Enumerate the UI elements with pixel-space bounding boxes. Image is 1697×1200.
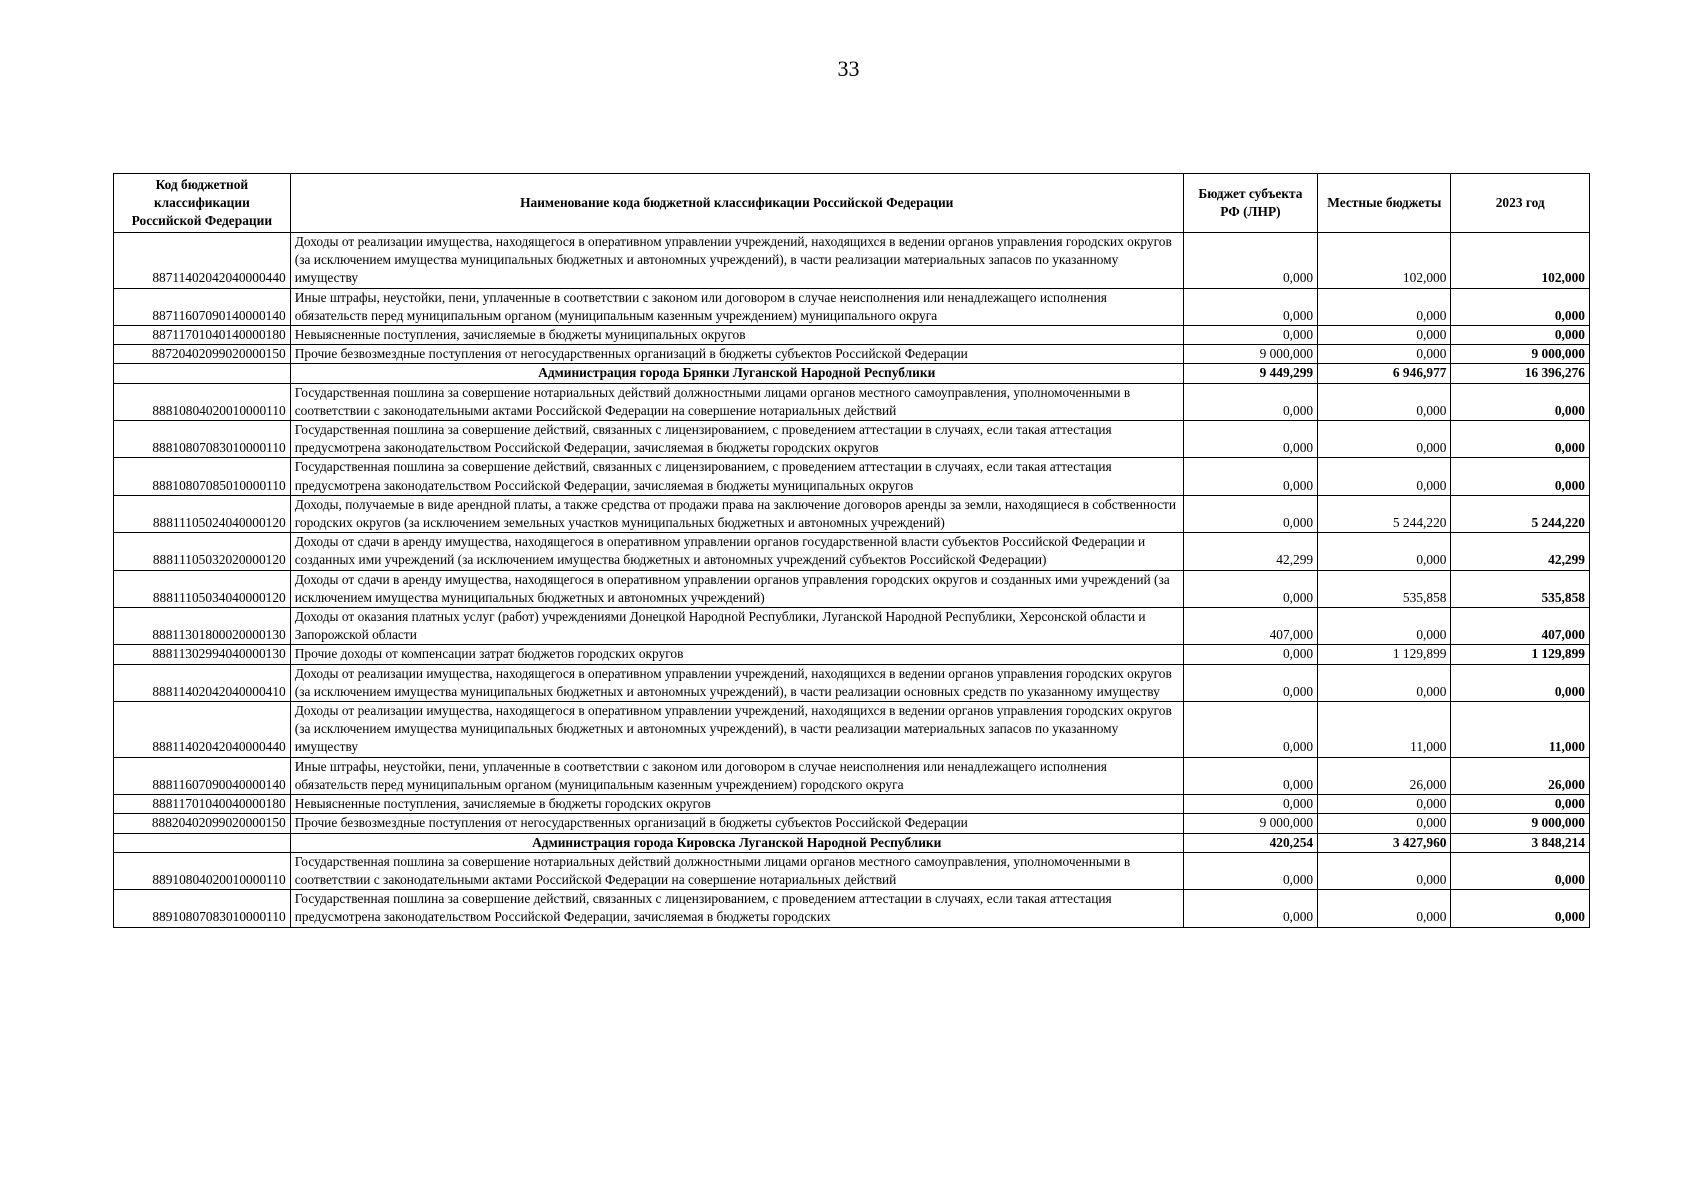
budget-classification-table	[113, 173, 1590, 928]
local-budgets-cell: 0,000	[1318, 288, 1451, 325]
table-row	[114, 326, 1590, 345]
budget-code-cell: 88910804020010000110	[114, 852, 291, 889]
budget-code-cell: 88811105024040000120	[114, 495, 291, 532]
local-budgets-cell: 0,000	[1318, 814, 1451, 833]
budget-code-cell: 88811105034040000120	[114, 570, 291, 607]
table-row	[114, 645, 1590, 664]
regional-budget-cell: 0,000	[1183, 702, 1317, 758]
table-row	[114, 852, 1590, 889]
regional-budget-cell: 9 000,000	[1183, 814, 1317, 833]
local-budgets-cell: 0,000	[1318, 608, 1451, 645]
header-name: Наименование кода бюджетной классификации Российской Федерации	[290, 174, 1183, 233]
description-cell: Доходы от сдачи в аренду имущества, находящегося в оперативном управлении органов государственной власти субъектов Российской Федерации и созданных ими учреждений (за исключением имущества бюджетных и автономных учреждений субъектов Российской Федерации)	[290, 533, 1183, 570]
total-2023-cell: 0,000	[1451, 383, 1590, 420]
description-cell: Доходы от реализации имущества, находящегося в оперативном управлении учреждений, находящихся в ведении органов управления городских округов (за исключением имущества муниципальных бюджетных и автономных учреждений), в части реализации материальных запасов по указанному имуществу	[290, 702, 1183, 758]
total-2023-cell: 535,858	[1451, 570, 1590, 607]
budget-code-cell: 88711607090140000140	[114, 288, 291, 325]
section-row	[114, 833, 1590, 852]
table-row	[114, 664, 1590, 701]
description-cell: Доходы от реализации имущества, находящегося в оперативном управлении учреждений, находящихся в ведении органов управления городских округов (за исключением имущества муниципальных бюджетных и автономных учреждений), в части реализации основных средств по указанному имуществу	[290, 664, 1183, 701]
table-row	[114, 702, 1590, 758]
total-2023-cell: 3 848,214	[1451, 833, 1590, 852]
budget-code-cell: 88811607090040000140	[114, 757, 291, 794]
local-budgets-cell: 0,000	[1318, 533, 1451, 570]
local-budgets-cell: 102,000	[1318, 233, 1451, 289]
description-cell: Доходы от оказания платных услуг (работ) учреждениями Донецкой Народной Республики, Луганской Народной Республики, Херсонской области и Запорожской области	[290, 608, 1183, 645]
table-row	[114, 458, 1590, 495]
regional-budget-cell: 9 000,000	[1183, 345, 1317, 364]
total-2023-cell: 11,000	[1451, 702, 1590, 758]
total-2023-cell: 9 000,000	[1451, 814, 1590, 833]
total-2023-cell: 26,000	[1451, 757, 1590, 794]
table-row	[114, 890, 1590, 927]
total-2023-cell: 0,000	[1451, 458, 1590, 495]
description-cell: Прочие доходы от компенсации затрат бюджетов городских округов	[290, 645, 1183, 664]
table-row	[114, 795, 1590, 814]
description-cell: Доходы от реализации имущества, находящегося в оперативном управлении учреждений, находящихся в ведении органов управления городских округов (за исключением имущества муниципальных бюджетных и автономных учреждений), в части реализации материальных запасов по указанному имуществу	[290, 233, 1183, 289]
description-cell: Администрация города Кировска Луганской Народной Республики	[290, 833, 1183, 852]
total-2023-cell: 0,000	[1451, 326, 1590, 345]
regional-budget-cell: 0,000	[1183, 458, 1317, 495]
budget-code-cell	[114, 833, 291, 852]
local-budgets-cell: 26,000	[1318, 757, 1451, 794]
budget-code-cell	[114, 364, 291, 383]
table-row	[114, 288, 1590, 325]
local-budgets-cell: 0,000	[1318, 383, 1451, 420]
description-cell: Невыясненные поступления, зачисляемые в бюджеты городских округов	[290, 795, 1183, 814]
regional-budget-cell: 0,000	[1183, 757, 1317, 794]
local-budgets-cell: 0,000	[1318, 458, 1451, 495]
budget-code-cell: 88810807083010000110	[114, 421, 291, 458]
total-2023-cell: 102,000	[1451, 233, 1590, 289]
total-2023-cell: 9 000,000	[1451, 345, 1590, 364]
budget-code-cell: 88810807085010000110	[114, 458, 291, 495]
table-row	[114, 233, 1590, 289]
total-2023-cell: 1 129,899	[1451, 645, 1590, 664]
local-budgets-cell: 5 244,220	[1318, 495, 1451, 532]
regional-budget-cell: 420,254	[1183, 833, 1317, 852]
table-body	[114, 233, 1590, 928]
total-2023-cell: 42,299	[1451, 533, 1590, 570]
table-row	[114, 570, 1590, 607]
budget-code-cell: 88720402099020000150	[114, 345, 291, 364]
section-row	[114, 364, 1590, 383]
description-cell: Государственная пошлина за совершение действий, связанных с лицензированием, с проведением аттестации в случаях, если такая аттестация предусмотрена законодательством Российской Федерации, зачисляемая в бюджеты городских округов	[290, 421, 1183, 458]
table-row	[114, 383, 1590, 420]
description-cell: Иные штрафы, неустойки, пени, уплаченные в соответствии с законом или договором в случае неисполнения или ненадлежащего исполнения обязательств перед муниципальным органом (муниципальным казенным учреждением) муниципального округа	[290, 288, 1183, 325]
local-budgets-cell: 0,000	[1318, 852, 1451, 889]
header-regional-budget: Бюджет субъекта РФ (ЛНР)	[1183, 174, 1317, 233]
local-budgets-cell: 6 946,977	[1318, 364, 1451, 383]
regional-budget-cell: 0,000	[1183, 233, 1317, 289]
total-2023-cell: 0,000	[1451, 664, 1590, 701]
budget-code-cell: 88811402042040000440	[114, 702, 291, 758]
header-code: Код бюджетной классификации Российской Федерации	[114, 174, 291, 233]
regional-budget-cell: 0,000	[1183, 383, 1317, 420]
table-row	[114, 345, 1590, 364]
budget-code-cell: 88820402099020000150	[114, 814, 291, 833]
total-2023-cell: 0,000	[1451, 890, 1590, 927]
local-budgets-cell: 1 129,899	[1318, 645, 1451, 664]
budget-code-cell: 88810804020010000110	[114, 383, 291, 420]
description-cell: Прочие безвозмездные поступления от негосударственных организаций в бюджеты субъектов Российской Федерации	[290, 345, 1183, 364]
local-budgets-cell: 0,000	[1318, 421, 1451, 458]
budget-code-cell: 88711701040140000180	[114, 326, 291, 345]
table-row	[114, 495, 1590, 532]
description-cell: Администрация города Брянки Луганской Народной Республики	[290, 364, 1183, 383]
regional-budget-cell: 0,000	[1183, 852, 1317, 889]
regional-budget-cell: 0,000	[1183, 890, 1317, 927]
budget-code-cell: 88811105032020000120	[114, 533, 291, 570]
local-budgets-cell: 0,000	[1318, 345, 1451, 364]
table-row	[114, 757, 1590, 794]
local-budgets-cell: 0,000	[1318, 326, 1451, 345]
total-2023-cell: 407,000	[1451, 608, 1590, 645]
regional-budget-cell: 407,000	[1183, 608, 1317, 645]
description-cell: Государственная пошлина за совершение действий, связанных с лицензированием, с проведением аттестации в случаях, если такая аттестация предусмотрена законодательством Российской Федерации, зачисляемая в бюджеты муниципальных округов	[290, 458, 1183, 495]
regional-budget-cell: 0,000	[1183, 288, 1317, 325]
table-row	[114, 814, 1590, 833]
table-row	[114, 533, 1590, 570]
description-cell: Государственная пошлина за совершение нотариальных действий должностными лицами органов местного самоуправления, уполномоченными в соответствии с законодательными актами Российской Федерации на совершение нотариальных действий	[290, 383, 1183, 420]
budget-code-cell: 88811302994040000130	[114, 645, 291, 664]
table-header-row	[114, 174, 1590, 233]
budget-code-cell: 88910807083010000110	[114, 890, 291, 927]
header-local-budgets: Местные бюджеты	[1318, 174, 1451, 233]
total-2023-cell: 0,000	[1451, 795, 1590, 814]
regional-budget-cell: 9 449,299	[1183, 364, 1317, 383]
total-2023-cell: 5 244,220	[1451, 495, 1590, 532]
local-budgets-cell: 0,000	[1318, 795, 1451, 814]
local-budgets-cell: 535,858	[1318, 570, 1451, 607]
budget-code-cell: 88811701040040000180	[114, 795, 291, 814]
local-budgets-cell: 3 427,960	[1318, 833, 1451, 852]
header-year-2023: 2023 год	[1451, 174, 1590, 233]
table-row	[114, 608, 1590, 645]
budget-code-cell: 88811402042040000410	[114, 664, 291, 701]
regional-budget-cell: 0,000	[1183, 645, 1317, 664]
budget-code-cell: 88711402042040000440	[114, 233, 291, 289]
total-2023-cell: 0,000	[1451, 852, 1590, 889]
description-cell: Доходы от сдачи в аренду имущества, находящегося в оперативном управлении органов управления городских округов и созданных ими учреждений (за исключением имущества муниципальных бюджетных и автономных учреждений)	[290, 570, 1183, 607]
total-2023-cell: 0,000	[1451, 421, 1590, 458]
budget-code-cell: 88811301800020000130	[114, 608, 291, 645]
total-2023-cell: 16 396,276	[1451, 364, 1590, 383]
regional-budget-cell: 0,000	[1183, 495, 1317, 532]
regional-budget-cell: 0,000	[1183, 570, 1317, 607]
regional-budget-cell: 0,000	[1183, 326, 1317, 345]
local-budgets-cell: 11,000	[1318, 702, 1451, 758]
local-budgets-cell: 0,000	[1318, 664, 1451, 701]
page-number: 33	[837, 56, 860, 81]
description-cell: Прочие безвозмездные поступления от негосударственных организаций в бюджеты субъектов Российской Федерации	[290, 814, 1183, 833]
regional-budget-cell: 42,299	[1183, 533, 1317, 570]
description-cell: Государственная пошлина за совершение нотариальных действий должностными лицами органов местного самоуправления, уполномоченными в соответствии с законодательными актами Российской Федерации на совершение нотариальных действий	[290, 852, 1183, 889]
regional-budget-cell: 0,000	[1183, 421, 1317, 458]
total-2023-cell: 0,000	[1451, 288, 1590, 325]
description-cell: Невыясненные поступления, зачисляемые в бюджеты муниципальных округов	[290, 326, 1183, 345]
regional-budget-cell: 0,000	[1183, 795, 1317, 814]
description-cell: Иные штрафы, неустойки, пени, уплаченные в соответствии с законом или договором в случае неисполнения или ненадлежащего исполнения обязательств перед муниципальным органом (муниципальным казенным учреждением) городского округа	[290, 757, 1183, 794]
description-cell: Доходы, получаемые в виде арендной платы, а также средства от продажи права на заключение договоров аренды за земли, находящиеся в собственности городских округов (за исключением земельных участков муниципальных бюджетных и автономных учреждений)	[290, 495, 1183, 532]
local-budgets-cell: 0,000	[1318, 890, 1451, 927]
table-row	[114, 421, 1590, 458]
regional-budget-cell: 0,000	[1183, 664, 1317, 701]
description-cell: Государственная пошлина за совершение действий, связанных с лицензированием, с проведением аттестации в случаях, если такая аттестация предусмотрена законодательством Российской Федерации, зачисляемая в бюджеты городских	[290, 890, 1183, 927]
